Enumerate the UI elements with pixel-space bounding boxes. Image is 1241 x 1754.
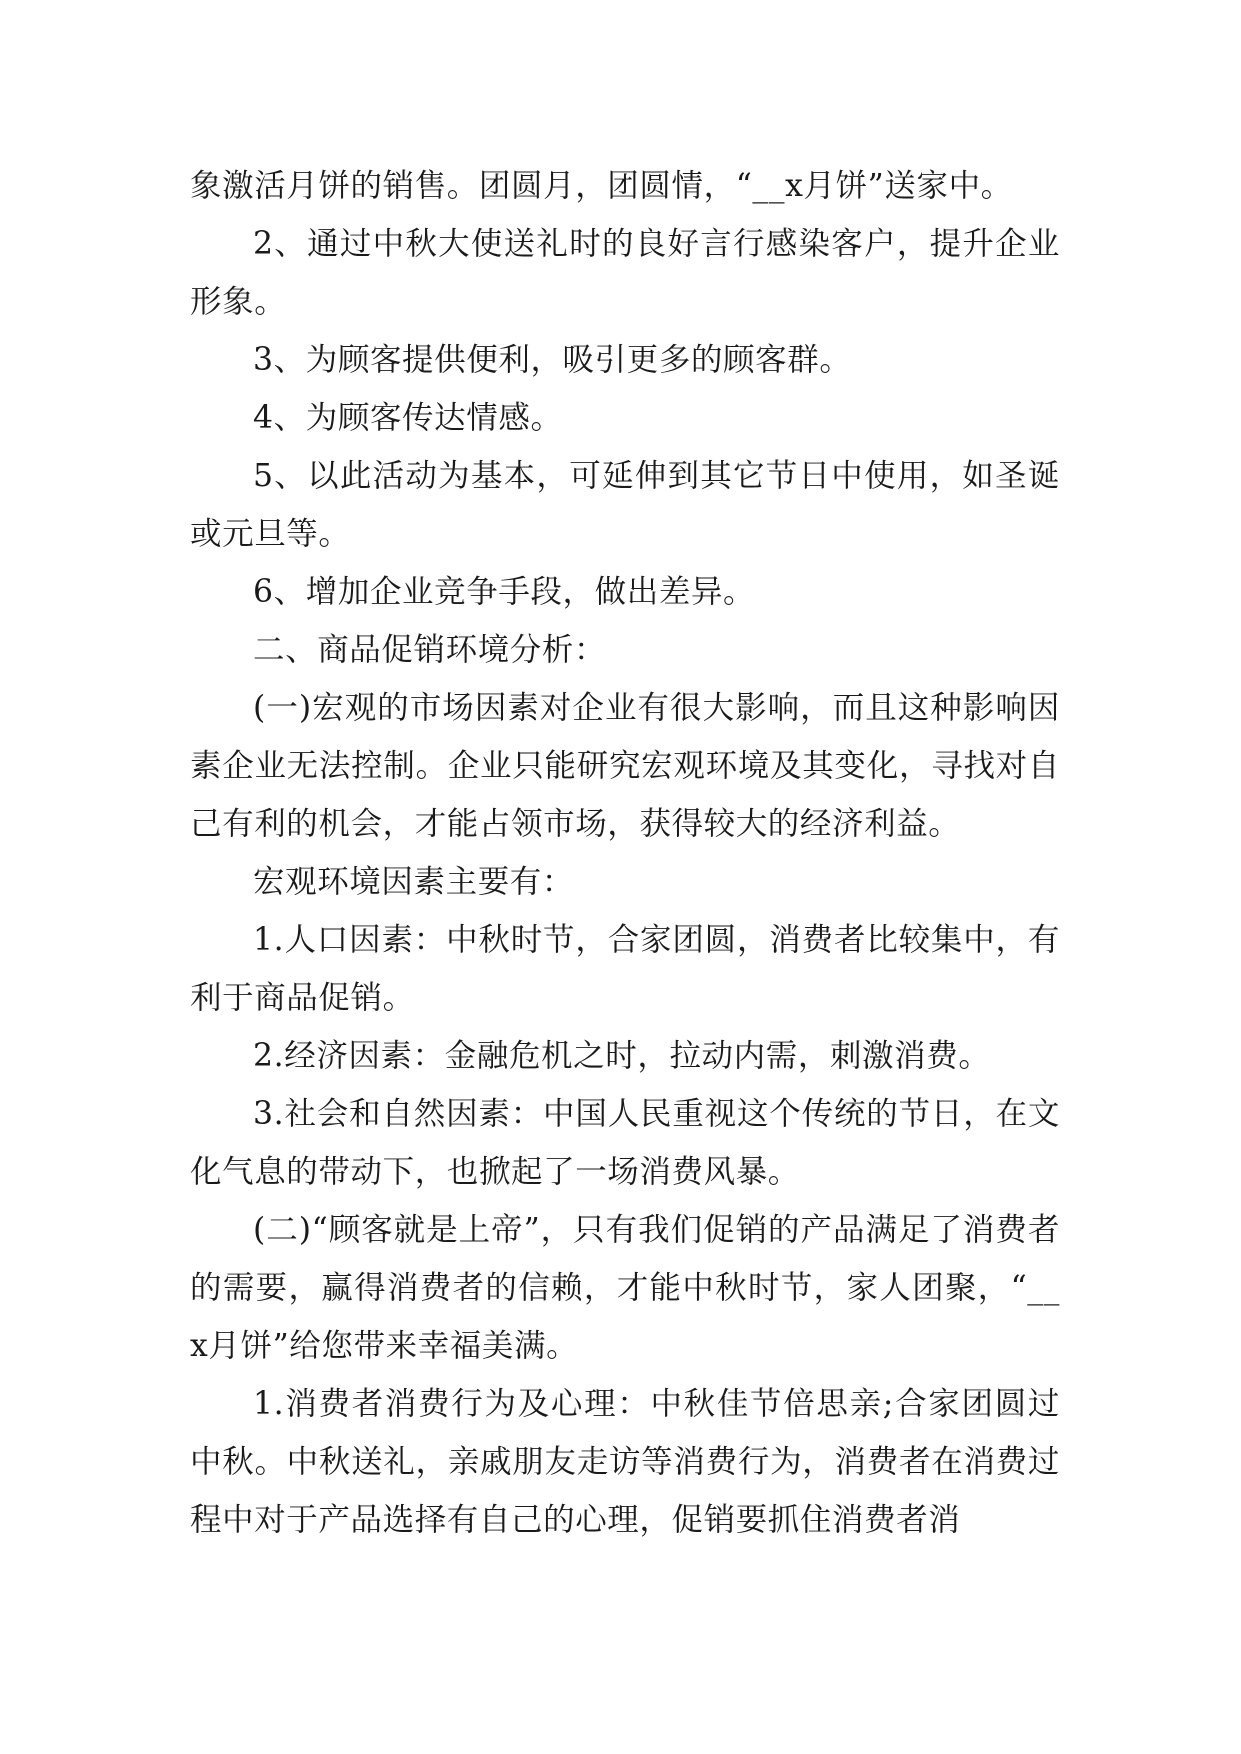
paragraph-2: 2、通过中秋大使送礼时的良好言行感染客户，提升企业形象。 bbox=[190, 226, 1060, 320]
paragraph-6: 6、增加企业竞争手段，做出差异。 bbox=[253, 574, 756, 610]
paragraph-5: 5、以此活动为基本，可延伸到其它节日中使用，如圣诞或元旦等。 bbox=[190, 458, 1060, 552]
paragraph-12: 3.社会和自然因素：中国人民重视这个传统的节日，在文化气息的带动下，也掀起了一场消费风暴。 bbox=[190, 1096, 1060, 1190]
paragraph-13: (二)“顾客就是上帝”，只有我们促销的产品满足了消费者的需要，赢得消费者的信赖，才能中秋时节，家人团聚，“__x月饼”给您带来幸福美满。 bbox=[190, 1212, 1060, 1364]
paragraph-4: 4、为顾客传达情感。 bbox=[253, 400, 563, 436]
section-heading-2: 二、商品促销环境分析： bbox=[253, 632, 607, 668]
paragraph-14: 1.消费者消费行为及心理：中秋佳节倍思亲;合家团圆过中秋。中秋送礼，亲戚朋友走访等消费行为，消费者在消费过程中对于产品选择有自己的心理，促销要抓住消费者消 bbox=[190, 1386, 1060, 1538]
paragraph-8: (一)宏观的市场因素对企业有很大影响，而且这种影响因素企业无法控制。企业只能研究宏观环境及其变化，寻找对自己有利的机会，才能占领市场，获得较大的经济利益。 bbox=[190, 690, 1060, 842]
paragraph-9: 宏观环境因素主要有： bbox=[253, 864, 575, 900]
paragraph-11: 2.经济因素：金融危机之时，拉动内需，刺激消费。 bbox=[253, 1038, 991, 1074]
paragraph-10: 1.人口因素：中秋时节，合家团圆，消费者比较集中，有利于商品促销。 bbox=[190, 922, 1060, 1016]
paragraph-3: 3、为顾客提供便利，吸引更多的顾客群。 bbox=[253, 342, 852, 378]
document-body bbox=[190, 157, 1060, 1549]
paragraph-1: 象激活月饼的销售。团圆月，团圆情，“__x月饼”送家中。 bbox=[190, 168, 1013, 204]
